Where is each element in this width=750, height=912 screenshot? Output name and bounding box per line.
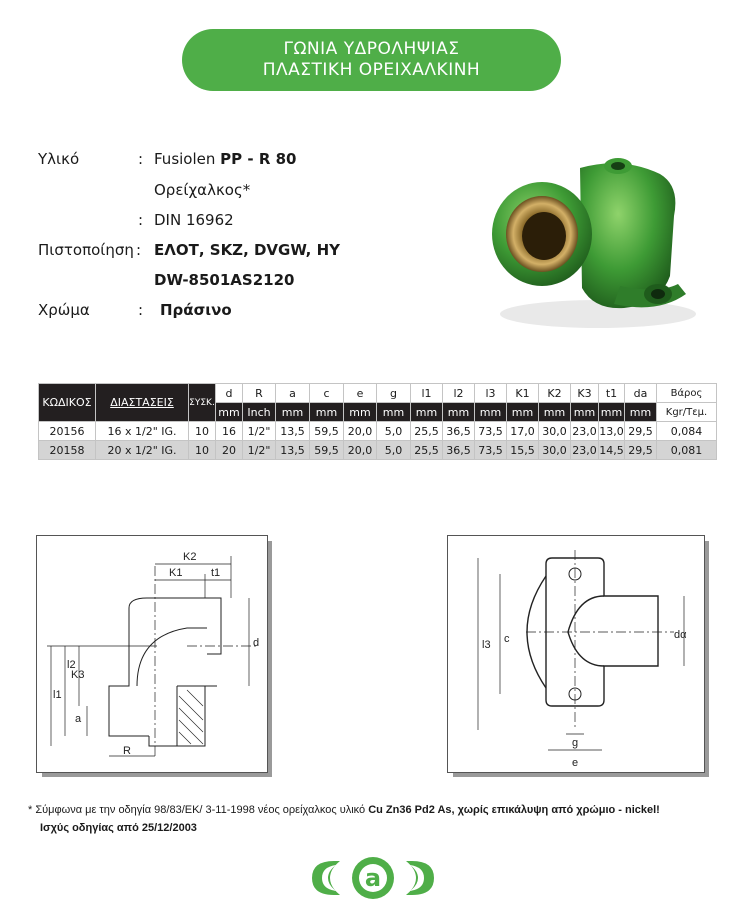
label-K1: K1: [169, 567, 183, 579]
header-dimensions: ΔΙΑΣΤΑΣΕΙΣ: [96, 384, 189, 422]
cell-dimensions: 16 x 1/2" IG.: [96, 422, 189, 441]
unit-da: mm: [625, 403, 657, 422]
unit-c: mm: [310, 403, 344, 422]
header-code: ΚΩΔΙΚΟΣ: [39, 384, 96, 422]
table-row: [39, 441, 717, 460]
header-c: c: [310, 384, 344, 403]
cell-da: 29,5: [625, 441, 657, 460]
cell-code: 20158: [39, 441, 96, 460]
cell-dimensions: 20 x 1/2" IG.: [96, 441, 189, 460]
material-label: Υλικό: [38, 150, 80, 168]
title-line-2: ΠΛΑΣΤΙΚΗ ΟΡΕΙΧΑΛΚΙΝΗ: [262, 60, 481, 80]
label-l3: l3: [482, 639, 491, 651]
title-line-1: ΓΩΝΙΑ ΥΔΡΟΛΗΨΙΑΣ: [283, 39, 460, 59]
header-d: d: [216, 384, 243, 403]
label-da: dα: [674, 629, 687, 641]
cell-R: 1/2": [243, 422, 276, 441]
label-a: a: [75, 713, 82, 725]
cell-K3: 23,0: [571, 422, 599, 441]
label-c: c: [504, 633, 510, 645]
cell-code: 20156: [39, 422, 96, 441]
unit-l3: mm: [475, 403, 507, 422]
color-label: Χρώμα: [38, 301, 90, 319]
footnote: [28, 801, 660, 837]
material-value: Fusiolen: [154, 150, 221, 168]
colon: :: [138, 211, 144, 229]
footnote-bold: Cu Zn36 Pd2 As, χωρίς επικάλυψη από χρώμιο - nickel!: [368, 804, 660, 816]
cell-l2: 36,5: [443, 441, 475, 460]
drawing-1: [37, 536, 267, 772]
unit-e: mm: [344, 403, 377, 422]
cell-l3: 73,5: [475, 441, 507, 460]
cell-l1: 25,5: [411, 441, 443, 460]
cell-K2: 30,0: [539, 422, 571, 441]
cell-d: 20: [216, 441, 243, 460]
header-l1: l1: [411, 384, 443, 403]
cell-t1: 13,0: [599, 422, 625, 441]
cell-c: 59,5: [310, 422, 344, 441]
cell-K3: 23,0: [571, 441, 599, 460]
unit-l1: mm: [411, 403, 443, 422]
cert-value: ΕΛΟΤ, SKZ, DVGW, HY: [154, 241, 341, 259]
cell-a: 13,5: [276, 441, 310, 460]
cell-g: 5,0: [377, 422, 411, 441]
cell-c: 59,5: [310, 441, 344, 460]
title-banner: [182, 29, 561, 91]
label-l1: l1: [53, 689, 62, 701]
unit-K3: mm: [571, 403, 599, 422]
table-row: [39, 422, 717, 441]
header-t1: t1: [599, 384, 625, 403]
label-K3: K3: [71, 669, 85, 681]
label-e: e: [572, 757, 579, 769]
cell-pack: 10: [189, 422, 216, 441]
unit-K1: mm: [507, 403, 539, 422]
label-d: d: [253, 637, 260, 649]
unit-t1: mm: [599, 403, 625, 422]
standard-value: DIN 16962: [154, 211, 234, 229]
color-value: Πράσινο: [160, 301, 232, 319]
header-weight: Βάρος: [657, 384, 717, 403]
cell-a: 13,5: [276, 422, 310, 441]
header-K3: K3: [571, 384, 599, 403]
footnote-prefix: * Σύμφωνα με την οδηγία 98/83/ΕΚ/ 3-11-1998 νέος ορείχαλκος υλικό: [28, 804, 369, 816]
cell-d: 16: [216, 422, 243, 441]
cell-t1: 14,5: [599, 441, 625, 460]
header-e: e: [344, 384, 377, 403]
drawing-2: [448, 536, 704, 772]
header-l3: l3: [475, 384, 507, 403]
cell-R: 1/2": [243, 441, 276, 460]
header-g: g: [377, 384, 411, 403]
header-K1: K1: [507, 384, 539, 403]
unit-g: mm: [377, 403, 411, 422]
unit-a: mm: [276, 403, 310, 422]
header-da: da: [625, 384, 657, 403]
cell-e: 20,0: [344, 422, 377, 441]
drawing-2-frame: [447, 535, 705, 773]
footnote-line-2: Ισχύς οδηγίας από 25/12/2003: [40, 822, 197, 834]
cell-g: 5,0: [377, 441, 411, 460]
header-row-letters: [39, 384, 717, 403]
unit-l2: mm: [443, 403, 475, 422]
label-l2: l2: [67, 659, 76, 671]
cell-weight: 0,081: [657, 441, 717, 460]
colon: :: [138, 150, 144, 168]
header-weight-unit: Kgr/Τεμ.: [657, 403, 717, 422]
cell-K1: 15,5: [507, 441, 539, 460]
cell-weight: 0,084: [657, 422, 717, 441]
logo-letter: a: [364, 864, 382, 892]
brand-logo: [306, 855, 440, 901]
label-g: g: [572, 737, 579, 749]
header-pack: ΣΥΣΚ.: [189, 384, 216, 422]
unit-K2: mm: [539, 403, 571, 422]
header-a: a: [276, 384, 310, 403]
product-photo: [482, 138, 710, 338]
cell-e: 20,0: [344, 441, 377, 460]
unit-R: Inch: [243, 403, 276, 422]
cert-value-2: DW-8501AS2120: [154, 271, 295, 289]
header-R: R: [243, 384, 276, 403]
colon: :: [138, 301, 144, 319]
header-l2: l2: [443, 384, 475, 403]
cell-K1: 17,0: [507, 422, 539, 441]
cell-l2: 36,5: [443, 422, 475, 441]
material-line-2: Ορείχαλκος*: [154, 181, 251, 199]
header-K2: K2: [539, 384, 571, 403]
cell-l1: 25,5: [411, 422, 443, 441]
colon: :: [136, 241, 142, 259]
unit-d: mm: [216, 403, 243, 422]
cell-l3: 73,5: [475, 422, 507, 441]
label-K2: K2: [183, 551, 197, 563]
drawing-1-frame: [36, 535, 268, 773]
dimension-table: [38, 383, 717, 460]
cert-label: Πιστοποίηση: [38, 241, 134, 259]
label-R: R: [123, 745, 131, 757]
label-t1: t1: [211, 567, 221, 579]
cell-da: 29,5: [625, 422, 657, 441]
cell-pack: 10: [189, 441, 216, 460]
material-value-bold: PP - R 80: [220, 150, 297, 168]
cell-K2: 30,0: [539, 441, 571, 460]
